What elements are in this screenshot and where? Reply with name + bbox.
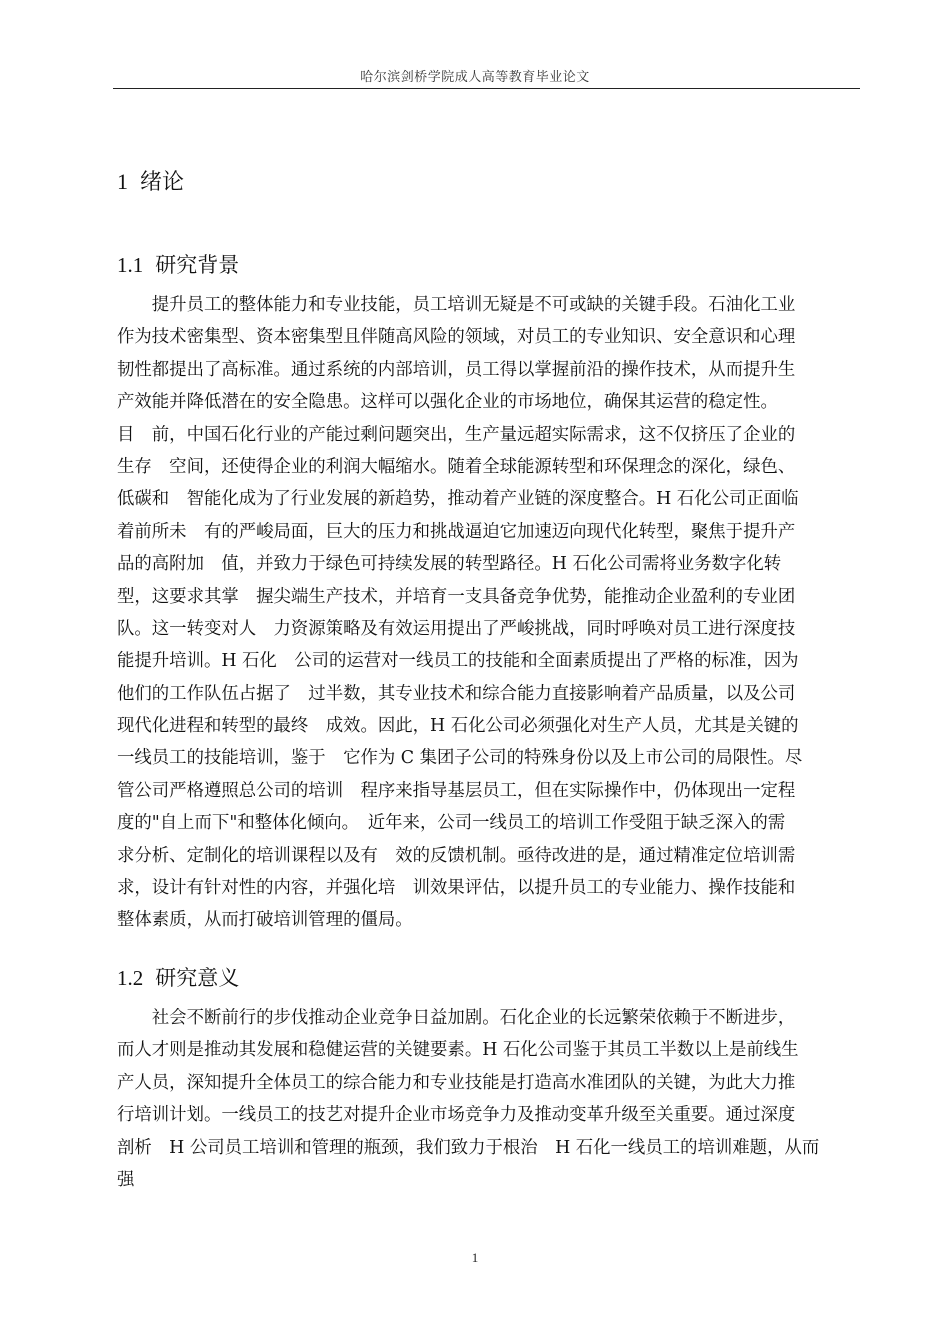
body-line: 着前所未 有的严峻局面，巨大的压力和挑战逼迫它加速迈向现代化转型，聚焦于提升产 [117,521,796,542]
body-line: 求，设计有针对性的内容，并强化培 训效果评估，以提升员工的专业能力、操作技能和 [117,878,796,899]
body-line: 能提升培训。H 石化 公司的运营对一线员工的技能和全面素质提出了严格的标准，因为 [117,651,799,672]
body-line: 提升员工的整体能力和专业技能，员工培训无疑是不可或缺的关键手段。石油化工业 [117,295,796,315]
body-line: 韧性都提出了高标准。通过系统的内部培训，员工得以掌握前沿的操作技术，从而提升生 [117,359,796,380]
body-line: 行培训计划。一线员工的技艺对提升企业市场竞争力及推动变革升级至关重要。通过深度 [117,1105,796,1126]
body-line: 生存 空间，还使得企业的利润大幅缩水。随着全球能源转型和环保理念的深化，绿色、 [117,456,796,477]
section-heading-background [117,249,239,279]
chapter-heading [117,165,184,196]
body-line: 强 [117,1169,135,1190]
header-rule [113,88,860,89]
section-body-significance [117,1002,859,1196]
body-line: 品的高附加 值，并致力于绿色可持续发展的转型路径。H 石化公司需将业务数字化转 [117,554,782,575]
page-number: 1 [471,1250,479,1265]
body-line: 管公司严格遵照总公司的培训 程序来指导基层员工，但在实际操作中，仍体现出一定程 [117,780,796,801]
body-line: 现代化进程和转型的最终 成效。因此，H 石化公司必须强化对生产人员，尤其是关键的 [117,716,799,737]
body-line: 求分析、定制化的培训课程以及有 效的反馈机制。亟待改进的是，通过精准定位培训需 [117,845,796,866]
section-title: 研究背景 [155,253,240,277]
section-body-background [117,289,859,937]
section-title: 研究意义 [155,966,240,990]
body-line: 低碳和 智能化成为了行业发展的新趋势，推动着产业链的深度整合。H 石化公司正面临 [117,489,799,510]
section-number: 1.2 [117,966,144,990]
body-line: 度的"自上而下"和整体化倾向。 近年来，公司一线员工的培训工作受阻于缺乏深入的需 [117,813,786,834]
body-line: 作为技术密集型、资本密集型且伴随高风险的领域，对员工的专业知识、安全意识和心理 [117,327,796,348]
running-header: 哈尔滨剑桥学院成人高等教育毕业论文 [360,70,590,85]
body-line: 社会不断前行的步伐推动企业竞争日益加剧。石化企业的长远繁荣依赖于不断进步， [117,1008,796,1028]
body-line: 型，这要求其掌 握尖端生产技术，并培育一支具备竞争优势，能推动企业盈利的专业团 [117,586,796,607]
body-line: 他们的工作队伍占据了 过半数，其专业技术和综合能力直接影响着产品质量，以及公司 [117,683,796,704]
section-heading-significance [117,962,239,992]
body-line: 产效能并降低潜在的安全隐患。这样可以强化企业的市场地位，确保其运营的稳定性。 [117,392,778,413]
body-line: 目 前，中国石化行业的产能过剩问题突出，生产量远超实际需求，这不仅挤压了企业的 [117,424,796,445]
body-line: 而人才则是推动其发展和稳健运营的关键要素。H 石化公司鉴于其员工半数以上是前线生 [117,1040,799,1061]
chapter-number: 1 [117,169,128,194]
chapter-title: 绪论 [140,170,185,195]
body-line: 队。这一转变对人 力资源策略及有效运用提出了严峻挑战，同时呼唤对员工进行深度技 [117,618,796,639]
body-line: 剖析 H 公司员工培训和管理的瓶颈，我们致力于根治 H 石化一线员工的培训难题，从而 [117,1137,820,1158]
section-number: 1.1 [117,253,144,277]
body-line: 整体素质，从而打破培训管理的僵局。 [117,910,413,931]
body-line: 一线员工的技能培训，鉴于 它作为 C 集团子公司的特殊身份以及上市公司的局限性。尽 [117,748,803,769]
body-line: 产人员，深知提升全体员工的综合能力和专业技能是打造高水准团队的关键，为此大力推 [117,1072,796,1093]
